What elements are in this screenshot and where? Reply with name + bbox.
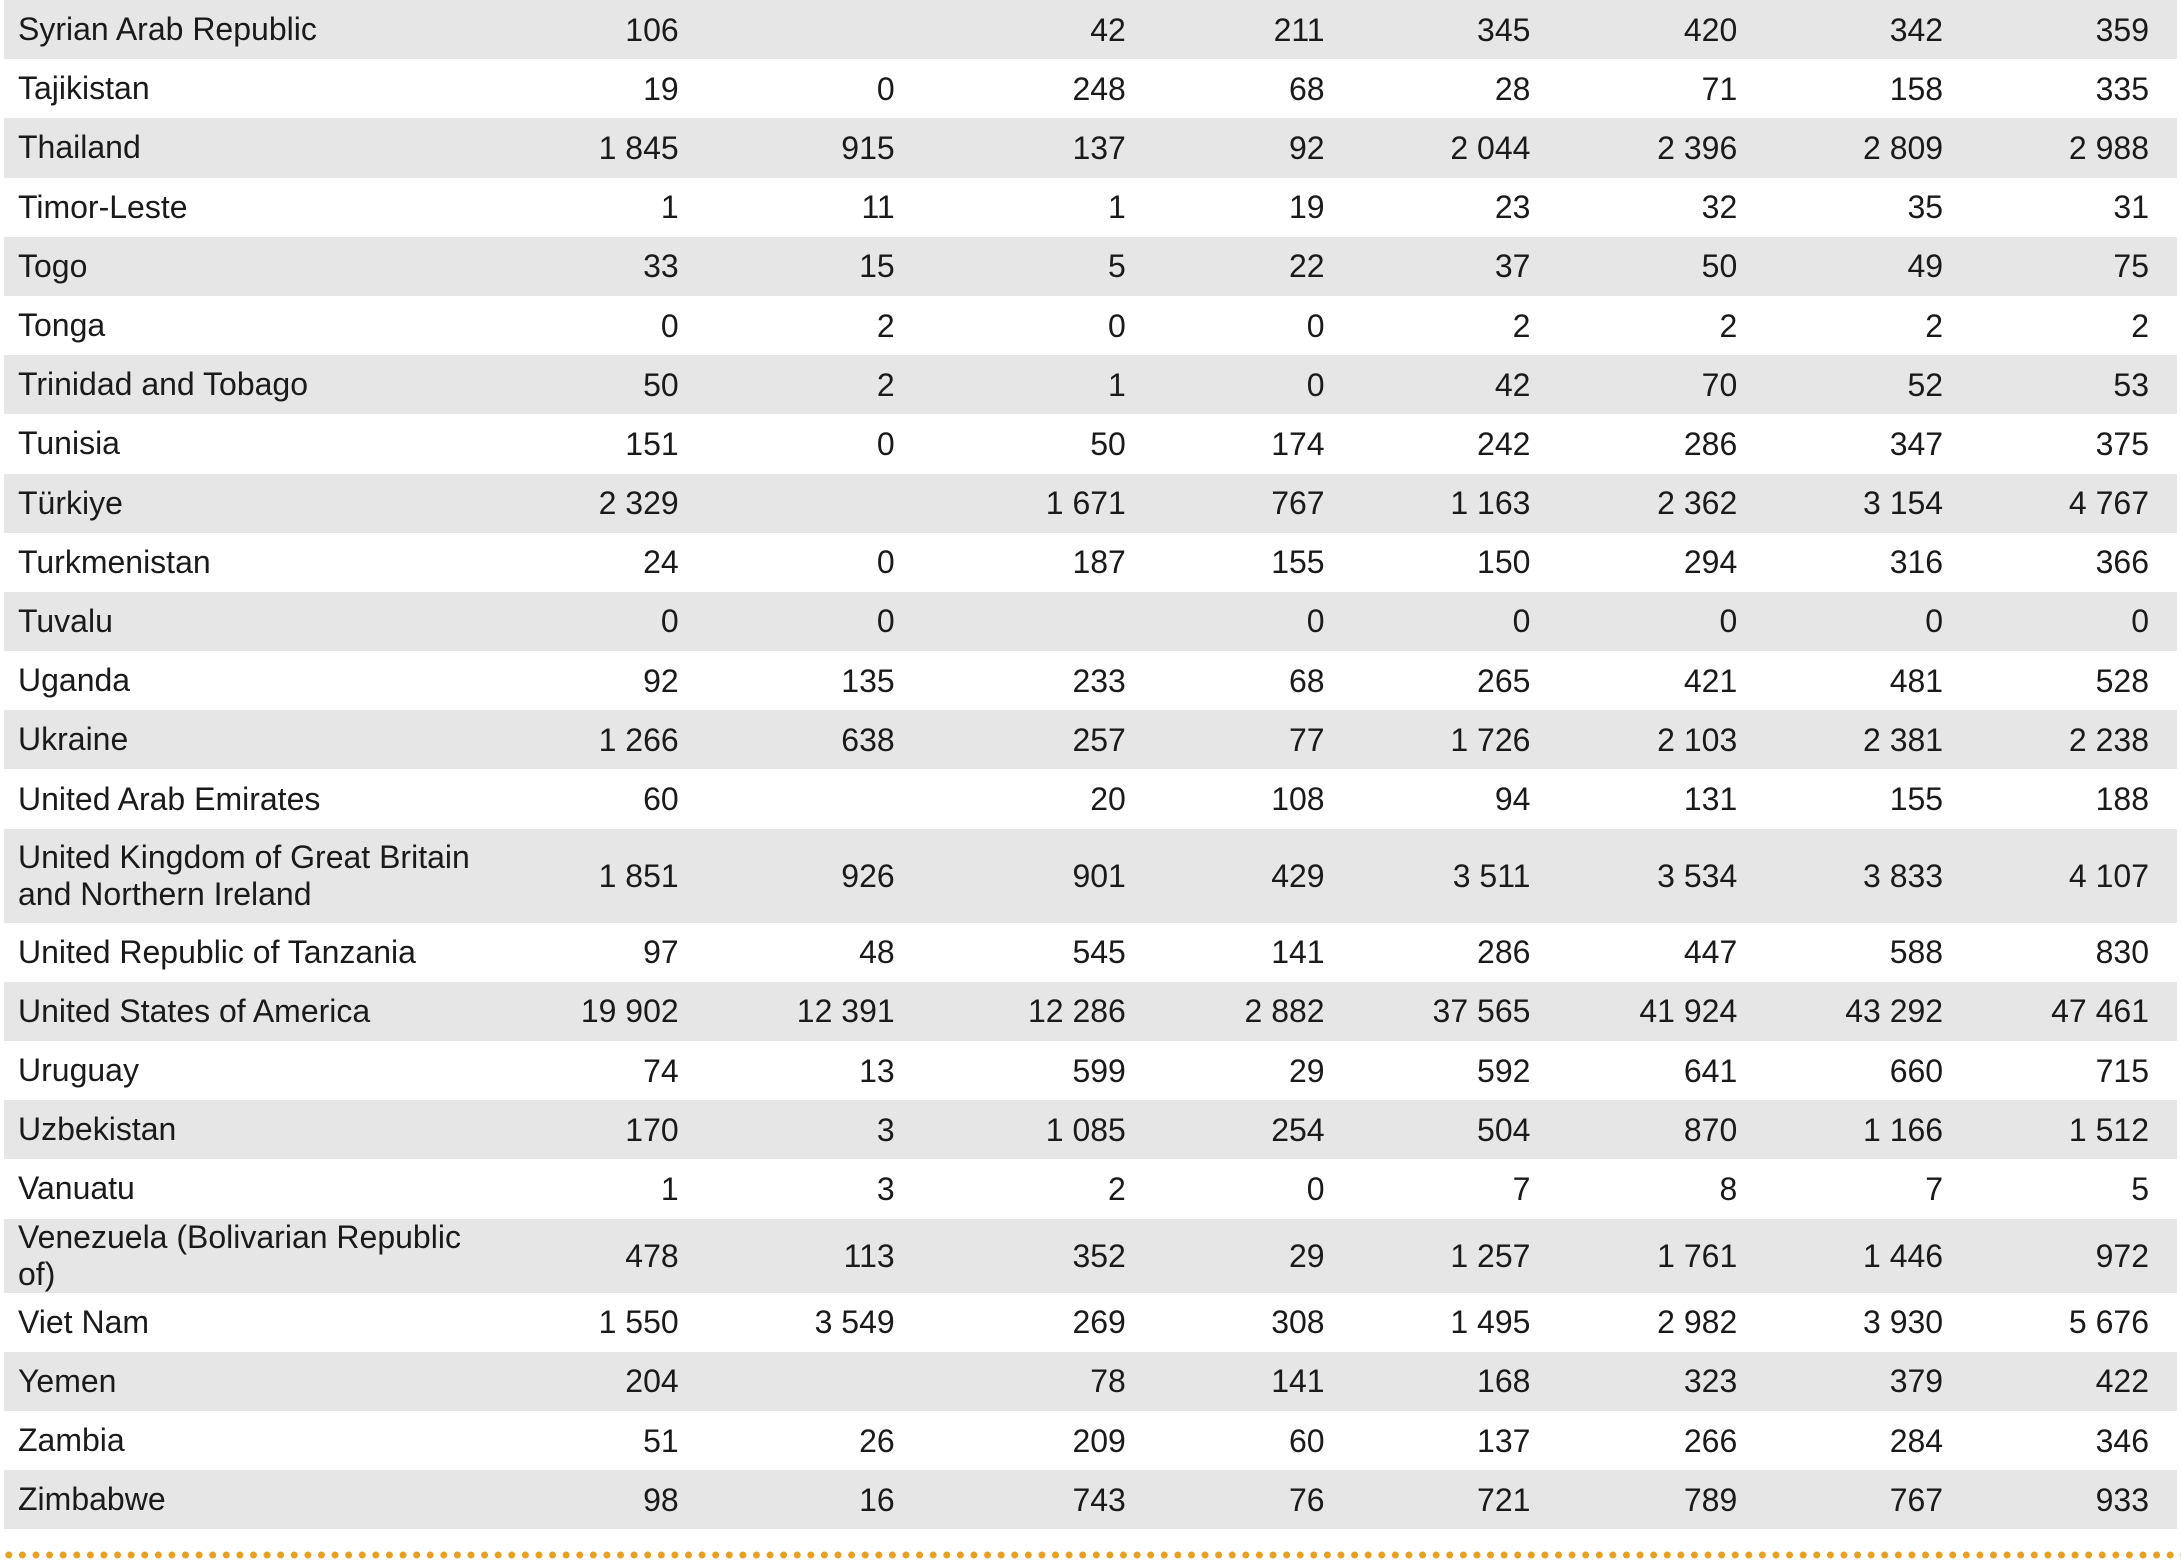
country-name-cell: Tunisia xyxy=(4,414,491,473)
value-cell: 901 xyxy=(923,829,1154,923)
value-cell: 108 xyxy=(1154,769,1353,828)
value-cell: 50 xyxy=(923,414,1154,473)
value-cell: 15 xyxy=(707,237,923,296)
value-cell: 2 xyxy=(1558,296,1765,355)
value-cell: 233 xyxy=(923,651,1154,710)
value-cell: 1 xyxy=(491,1159,707,1218)
value-cell: 2 xyxy=(707,296,923,355)
value-cell: 2 xyxy=(1765,296,1971,355)
value-cell: 715 xyxy=(1971,1041,2177,1100)
value-cell: 74 xyxy=(491,1041,707,1100)
value-cell: 19 xyxy=(491,59,707,118)
value-cell: 76 xyxy=(1154,1470,1353,1529)
value-cell: 3 xyxy=(707,1100,923,1159)
value-cell: 31 xyxy=(1971,178,2177,237)
value-cell: 29 xyxy=(1154,1041,1353,1100)
value-cell: 48 xyxy=(707,923,923,982)
value-cell: 24 xyxy=(491,533,707,592)
value-cell: 599 xyxy=(923,1041,1154,1100)
value-cell: 421 xyxy=(1558,651,1765,710)
value-cell: 12 286 xyxy=(923,982,1154,1041)
value-cell: 1 851 xyxy=(491,829,707,923)
table-row xyxy=(4,1352,2177,1411)
value-cell: 933 xyxy=(1971,1470,2177,1529)
value-cell: 284 xyxy=(1765,1411,1971,1470)
value-cell: 286 xyxy=(1558,414,1765,473)
value-cell: 41 924 xyxy=(1558,982,1765,1041)
value-cell: 323 xyxy=(1558,1352,1765,1411)
table-row xyxy=(4,118,2177,177)
value-cell: 346 xyxy=(1971,1411,2177,1470)
value-cell: 2 396 xyxy=(1558,118,1765,177)
table-row xyxy=(4,1100,2177,1159)
table-row xyxy=(4,0,2177,59)
value-cell: 1 xyxy=(923,355,1154,414)
table-row xyxy=(4,769,2177,828)
value-cell: 429 xyxy=(1154,829,1353,923)
value-cell: 1 166 xyxy=(1765,1100,1971,1159)
value-cell: 68 xyxy=(1154,651,1353,710)
value-cell: 47 461 xyxy=(1971,982,2177,1041)
value-cell: 242 xyxy=(1353,414,1559,473)
country-name-cell: United Kingdom of Great Britain and Northern Ireland xyxy=(4,829,491,923)
table-row xyxy=(4,1470,2177,1529)
value-cell: 347 xyxy=(1765,414,1971,473)
value-cell: 50 xyxy=(491,355,707,414)
table-row xyxy=(4,710,2177,769)
value-cell: 0 xyxy=(1353,592,1559,651)
value-cell: 265 xyxy=(1353,651,1559,710)
value-cell: 545 xyxy=(923,923,1154,982)
value-cell: 420 xyxy=(1558,0,1765,59)
country-name-cell: Uganda xyxy=(4,651,491,710)
value-cell: 141 xyxy=(1154,923,1353,982)
value-cell: 97 xyxy=(491,923,707,982)
value-cell: 209 xyxy=(923,1411,1154,1470)
value-cell: 915 xyxy=(707,118,923,177)
value-cell: 0 xyxy=(707,59,923,118)
value-cell: 19 xyxy=(1154,178,1353,237)
table-row xyxy=(4,237,2177,296)
value-cell: 11 xyxy=(707,178,923,237)
table-row xyxy=(4,296,2177,355)
value-cell xyxy=(923,592,1154,651)
value-cell: 131 xyxy=(1558,769,1765,828)
value-cell: 60 xyxy=(1154,1411,1353,1470)
value-cell: 641 xyxy=(1558,1041,1765,1100)
value-cell: 7 xyxy=(1353,1159,1559,1218)
value-cell: 29 xyxy=(1154,1219,1353,1293)
value-cell: 375 xyxy=(1971,414,2177,473)
value-cell: 481 xyxy=(1765,651,1971,710)
value-cell: 33 xyxy=(491,237,707,296)
country-name-cell: Turkmenistan xyxy=(4,533,491,592)
table-row xyxy=(4,651,2177,710)
value-cell: 4 767 xyxy=(1971,474,2177,533)
value-cell: 257 xyxy=(923,710,1154,769)
table-row xyxy=(4,414,2177,473)
value-cell: 98 xyxy=(491,1470,707,1529)
value-cell: 528 xyxy=(1971,651,2177,710)
value-cell: 345 xyxy=(1353,0,1559,59)
value-cell: 2 044 xyxy=(1353,118,1559,177)
table-row xyxy=(4,1159,2177,1218)
value-cell: 174 xyxy=(1154,414,1353,473)
value-cell: 0 xyxy=(1558,592,1765,651)
value-cell: 2 882 xyxy=(1154,982,1353,1041)
value-cell: 447 xyxy=(1558,923,1765,982)
country-name-cell: Yemen xyxy=(4,1352,491,1411)
value-cell: 3 xyxy=(707,1159,923,1218)
value-cell: 50 xyxy=(1558,237,1765,296)
value-cell: 359 xyxy=(1971,0,2177,59)
value-cell: 3 549 xyxy=(707,1293,923,1352)
value-cell: 42 xyxy=(923,0,1154,59)
value-cell: 60 xyxy=(491,769,707,828)
table-row xyxy=(4,533,2177,592)
value-cell: 743 xyxy=(923,1470,1154,1529)
value-cell: 0 xyxy=(491,296,707,355)
value-cell: 2 988 xyxy=(1971,118,2177,177)
value-cell: 2 329 xyxy=(491,474,707,533)
value-cell: 366 xyxy=(1971,533,2177,592)
value-cell: 830 xyxy=(1971,923,2177,982)
value-cell: 137 xyxy=(923,118,1154,177)
country-data-table xyxy=(4,0,2177,1529)
value-cell xyxy=(707,474,923,533)
country-name-cell: Togo xyxy=(4,237,491,296)
value-cell: 0 xyxy=(1154,592,1353,651)
value-cell: 767 xyxy=(1154,474,1353,533)
value-cell: 0 xyxy=(1154,296,1353,355)
value-cell: 254 xyxy=(1154,1100,1353,1159)
value-cell: 592 xyxy=(1353,1041,1559,1100)
value-cell: 1 xyxy=(923,178,1154,237)
value-cell: 52 xyxy=(1765,355,1971,414)
country-name-cell: Türkiye xyxy=(4,474,491,533)
value-cell: 170 xyxy=(491,1100,707,1159)
value-cell: 0 xyxy=(1154,355,1353,414)
value-cell: 26 xyxy=(707,1411,923,1470)
value-cell: 7 xyxy=(1765,1159,1971,1218)
value-cell: 92 xyxy=(1154,118,1353,177)
value-cell: 335 xyxy=(1971,59,2177,118)
value-cell: 721 xyxy=(1353,1470,1559,1529)
value-cell: 504 xyxy=(1353,1100,1559,1159)
country-name-cell: Uruguay xyxy=(4,1041,491,1100)
value-cell: 42 xyxy=(1353,355,1559,414)
value-cell: 638 xyxy=(707,710,923,769)
value-cell: 5 xyxy=(923,237,1154,296)
table-row xyxy=(4,178,2177,237)
country-name-cell: United Republic of Tanzania xyxy=(4,923,491,982)
value-cell: 1 085 xyxy=(923,1100,1154,1159)
value-cell: 77 xyxy=(1154,710,1353,769)
table-row xyxy=(4,355,2177,414)
value-cell: 248 xyxy=(923,59,1154,118)
value-cell: 94 xyxy=(1353,769,1559,828)
value-cell: 12 391 xyxy=(707,982,923,1041)
value-cell: 0 xyxy=(1765,592,1971,651)
country-name-cell: Tuvalu xyxy=(4,592,491,651)
country-name-cell: Tonga xyxy=(4,296,491,355)
table-row xyxy=(4,829,2177,923)
value-cell: 0 xyxy=(491,592,707,651)
value-cell: 22 xyxy=(1154,237,1353,296)
value-cell: 78 xyxy=(923,1352,1154,1411)
value-cell: 92 xyxy=(491,651,707,710)
value-cell: 789 xyxy=(1558,1470,1765,1529)
country-name-cell: Syrian Arab Republic xyxy=(4,0,491,59)
value-cell: 1 257 xyxy=(1353,1219,1559,1293)
value-cell: 49 xyxy=(1765,237,1971,296)
value-cell: 16 xyxy=(707,1470,923,1529)
value-cell: 2 103 xyxy=(1558,710,1765,769)
value-cell: 3 534 xyxy=(1558,829,1765,923)
value-cell: 37 565 xyxy=(1353,982,1559,1041)
value-cell: 211 xyxy=(1154,0,1353,59)
value-cell: 3 833 xyxy=(1765,829,1971,923)
country-name-cell: Viet Nam xyxy=(4,1293,491,1352)
dotted-divider xyxy=(0,1550,2181,1560)
value-cell: 926 xyxy=(707,829,923,923)
value-cell xyxy=(707,769,923,828)
value-cell: 32 xyxy=(1558,178,1765,237)
value-cell: 316 xyxy=(1765,533,1971,592)
table-row xyxy=(4,1293,2177,1352)
value-cell: 1 446 xyxy=(1765,1219,1971,1293)
country-name-cell: Ukraine xyxy=(4,710,491,769)
value-cell: 422 xyxy=(1971,1352,2177,1411)
value-cell: 19 902 xyxy=(491,982,707,1041)
value-cell: 13 xyxy=(707,1041,923,1100)
table-row xyxy=(4,1219,2177,1293)
value-cell: 53 xyxy=(1971,355,2177,414)
value-cell: 2 xyxy=(1353,296,1559,355)
value-cell: 37 xyxy=(1353,237,1559,296)
country-name-cell: Uzbekistan xyxy=(4,1100,491,1159)
country-name-cell: United States of America xyxy=(4,982,491,1041)
value-cell: 342 xyxy=(1765,0,1971,59)
country-name-cell: United Arab Emirates xyxy=(4,769,491,828)
table-row xyxy=(4,592,2177,651)
table-row xyxy=(4,1041,2177,1100)
value-cell: 155 xyxy=(1765,769,1971,828)
value-cell: 1 495 xyxy=(1353,1293,1559,1352)
value-cell: 308 xyxy=(1154,1293,1353,1352)
data-table-container xyxy=(4,0,2177,1529)
value-cell: 151 xyxy=(491,414,707,473)
value-cell: 2 809 xyxy=(1765,118,1971,177)
country-name-cell: Tajikistan xyxy=(4,59,491,118)
value-cell: 137 xyxy=(1353,1411,1559,1470)
value-cell: 113 xyxy=(707,1219,923,1293)
value-cell: 106 xyxy=(491,0,707,59)
value-cell: 51 xyxy=(491,1411,707,1470)
value-cell: 141 xyxy=(1154,1352,1353,1411)
table-row xyxy=(4,474,2177,533)
value-cell: 767 xyxy=(1765,1470,1971,1529)
value-cell xyxy=(707,0,923,59)
value-cell: 204 xyxy=(491,1352,707,1411)
table-body xyxy=(4,0,2177,1529)
value-cell: 150 xyxy=(1353,533,1559,592)
value-cell: 158 xyxy=(1765,59,1971,118)
value-cell: 1 550 xyxy=(491,1293,707,1352)
value-cell: 0 xyxy=(707,592,923,651)
value-cell: 5 676 xyxy=(1971,1293,2177,1352)
value-cell: 1 512 xyxy=(1971,1100,2177,1159)
value-cell: 2 381 xyxy=(1765,710,1971,769)
value-cell: 1 671 xyxy=(923,474,1154,533)
value-cell: 1 761 xyxy=(1558,1219,1765,1293)
value-cell: 3 930 xyxy=(1765,1293,1971,1352)
table-row xyxy=(4,1411,2177,1470)
table-row xyxy=(4,923,2177,982)
value-cell: 266 xyxy=(1558,1411,1765,1470)
value-cell: 352 xyxy=(923,1219,1154,1293)
value-cell: 2 982 xyxy=(1558,1293,1765,1352)
value-cell: 70 xyxy=(1558,355,1765,414)
country-name-cell: Venezuela (Bolivarian Republic of) xyxy=(4,1219,491,1293)
value-cell: 4 107 xyxy=(1971,829,2177,923)
value-cell: 0 xyxy=(923,296,1154,355)
value-cell: 168 xyxy=(1353,1352,1559,1411)
value-cell: 0 xyxy=(1154,1159,1353,1218)
value-cell: 2 xyxy=(923,1159,1154,1218)
value-cell: 870 xyxy=(1558,1100,1765,1159)
table-row xyxy=(4,59,2177,118)
value-cell xyxy=(707,1352,923,1411)
value-cell: 71 xyxy=(1558,59,1765,118)
value-cell: 1 266 xyxy=(491,710,707,769)
country-name-cell: Vanuatu xyxy=(4,1159,491,1218)
value-cell: 35 xyxy=(1765,178,1971,237)
value-cell: 2 362 xyxy=(1558,474,1765,533)
table-row xyxy=(4,982,2177,1041)
value-cell: 1 xyxy=(491,178,707,237)
value-cell: 0 xyxy=(707,414,923,473)
value-cell: 972 xyxy=(1971,1219,2177,1293)
value-cell: 3 154 xyxy=(1765,474,1971,533)
value-cell: 43 292 xyxy=(1765,982,1971,1041)
value-cell: 1 726 xyxy=(1353,710,1559,769)
value-cell: 28 xyxy=(1353,59,1559,118)
country-name-cell: Thailand xyxy=(4,118,491,177)
value-cell: 23 xyxy=(1353,178,1559,237)
country-name-cell: Zimbabwe xyxy=(4,1470,491,1529)
value-cell: 5 xyxy=(1971,1159,2177,1218)
value-cell: 1 845 xyxy=(491,118,707,177)
value-cell: 187 xyxy=(923,533,1154,592)
value-cell: 269 xyxy=(923,1293,1154,1352)
value-cell: 155 xyxy=(1154,533,1353,592)
country-name-cell: Zambia xyxy=(4,1411,491,1470)
value-cell: 0 xyxy=(707,533,923,592)
value-cell: 3 511 xyxy=(1353,829,1559,923)
value-cell: 2 xyxy=(707,355,923,414)
value-cell: 2 xyxy=(1971,296,2177,355)
value-cell: 660 xyxy=(1765,1041,1971,1100)
value-cell: 135 xyxy=(707,651,923,710)
value-cell: 75 xyxy=(1971,237,2177,296)
value-cell: 286 xyxy=(1353,923,1559,982)
value-cell: 0 xyxy=(1971,592,2177,651)
value-cell: 2 238 xyxy=(1971,710,2177,769)
country-name-cell: Timor-Leste xyxy=(4,178,491,237)
value-cell: 478 xyxy=(491,1219,707,1293)
value-cell: 8 xyxy=(1558,1159,1765,1218)
value-cell: 1 163 xyxy=(1353,474,1559,533)
value-cell: 588 xyxy=(1765,923,1971,982)
value-cell: 20 xyxy=(923,769,1154,828)
value-cell: 379 xyxy=(1765,1352,1971,1411)
value-cell: 294 xyxy=(1558,533,1765,592)
value-cell: 188 xyxy=(1971,769,2177,828)
country-name-cell: Trinidad and Tobago xyxy=(4,355,491,414)
value-cell: 68 xyxy=(1154,59,1353,118)
